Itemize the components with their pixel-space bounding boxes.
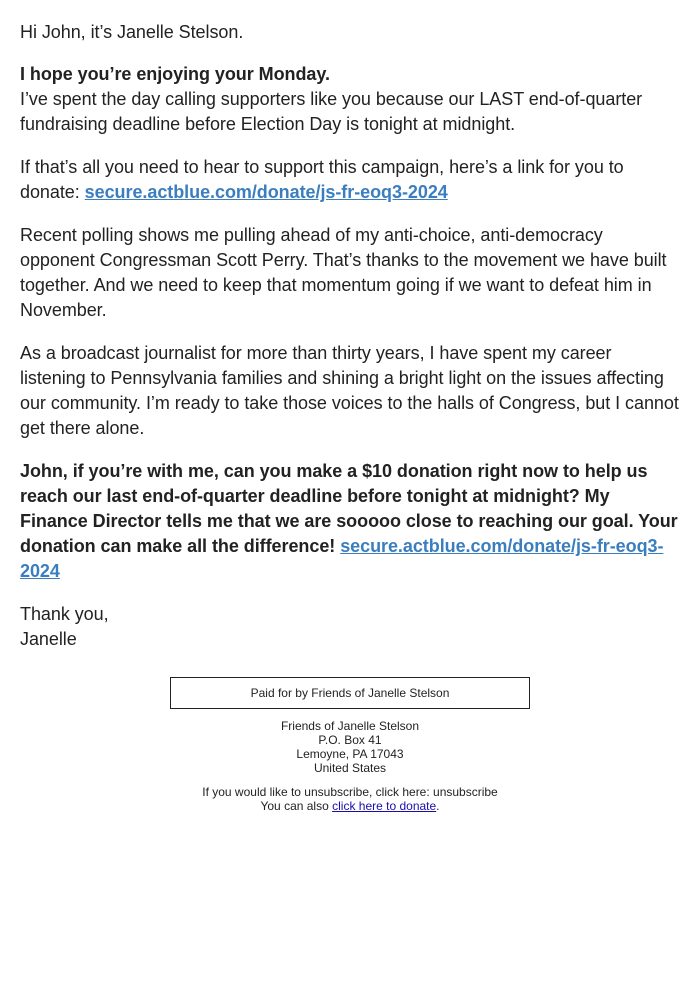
polling-text: Recent polling shows me pulling ahead of my anti-choice, anti-democracy opponent Congressman Scott Perry. That’s thanks to the movement we have built together. And we need to keep that momentum going if we want to defeat him in November.: [20, 225, 667, 320]
intro-text: I’ve spent the day calling supporters like you because our LAST end-of-quarter fundraising deadline before Election Day is tonight at midnight.: [20, 89, 643, 134]
address-po-box: P.O. Box 41: [318, 733, 382, 747]
unsubscribe-line[interactable]: If you would like to unsubscribe, click here: unsubscribe: [202, 785, 498, 799]
mailing-address: [0, 719, 700, 775]
signoff-text: Thank you,: [20, 604, 109, 624]
journalist-paragraph: [20, 341, 680, 441]
greeting-paragraph: [20, 20, 680, 45]
address-city: Lemoyne, PA 17043: [296, 747, 404, 761]
polling-paragraph: [20, 223, 680, 323]
donate-suffix: .: [436, 799, 440, 813]
signature-text: Janelle: [20, 629, 77, 649]
address-org: Friends of Janelle Stelson: [280, 719, 420, 733]
donate-paragraph: [20, 155, 680, 205]
address-country: United States: [313, 761, 387, 775]
donate-link-2[interactable]: secure.actblue.com/donate/js-fr-eoq3-2024: [20, 536, 664, 581]
donate-prefix: You can also: [260, 799, 333, 813]
donate-line: [0, 799, 700, 813]
email-footer: [0, 677, 700, 813]
intro-bold-text: I hope you’re enjoying your Monday.: [20, 64, 330, 84]
footer-donate-link[interactable]: click here to donate: [332, 799, 437, 813]
ask-bold-text: John, if you’re with me, can you make a $10 donation right now to help us reach our last end-of-quarter deadline before tonight at midnight? My Finance Director tells me that we are sooooo close to reaching our goal. Your donation can make all the difference!: [20, 461, 678, 556]
ask-paragraph: [20, 459, 680, 584]
journalist-text: As a broadcast journalist for more than thirty years, I have spent my career listening to Pennsylvania families and shining a bright light on the issues affecting our community. I’m ready to take those voices to the halls of Congress, but I cannot get there alone.: [20, 343, 679, 438]
paid-for-text: Paid for by Friends of Janelle Stelson: [250, 686, 450, 700]
donate-text: If that’s all you need to hear to support this campaign, here’s a link for you to donate:: [20, 157, 624, 202]
email-body: [20, 20, 680, 652]
footer-links: [0, 785, 700, 813]
donate-link-1[interactable]: secure.actblue.com/donate/js-fr-eoq3-2024: [84, 182, 448, 202]
closing-paragraph: [20, 602, 680, 652]
intro-paragraph: [20, 62, 680, 137]
greeting-text: Hi John, it’s Janelle Stelson.: [20, 22, 244, 42]
paid-for-disclaimer: [170, 677, 530, 709]
